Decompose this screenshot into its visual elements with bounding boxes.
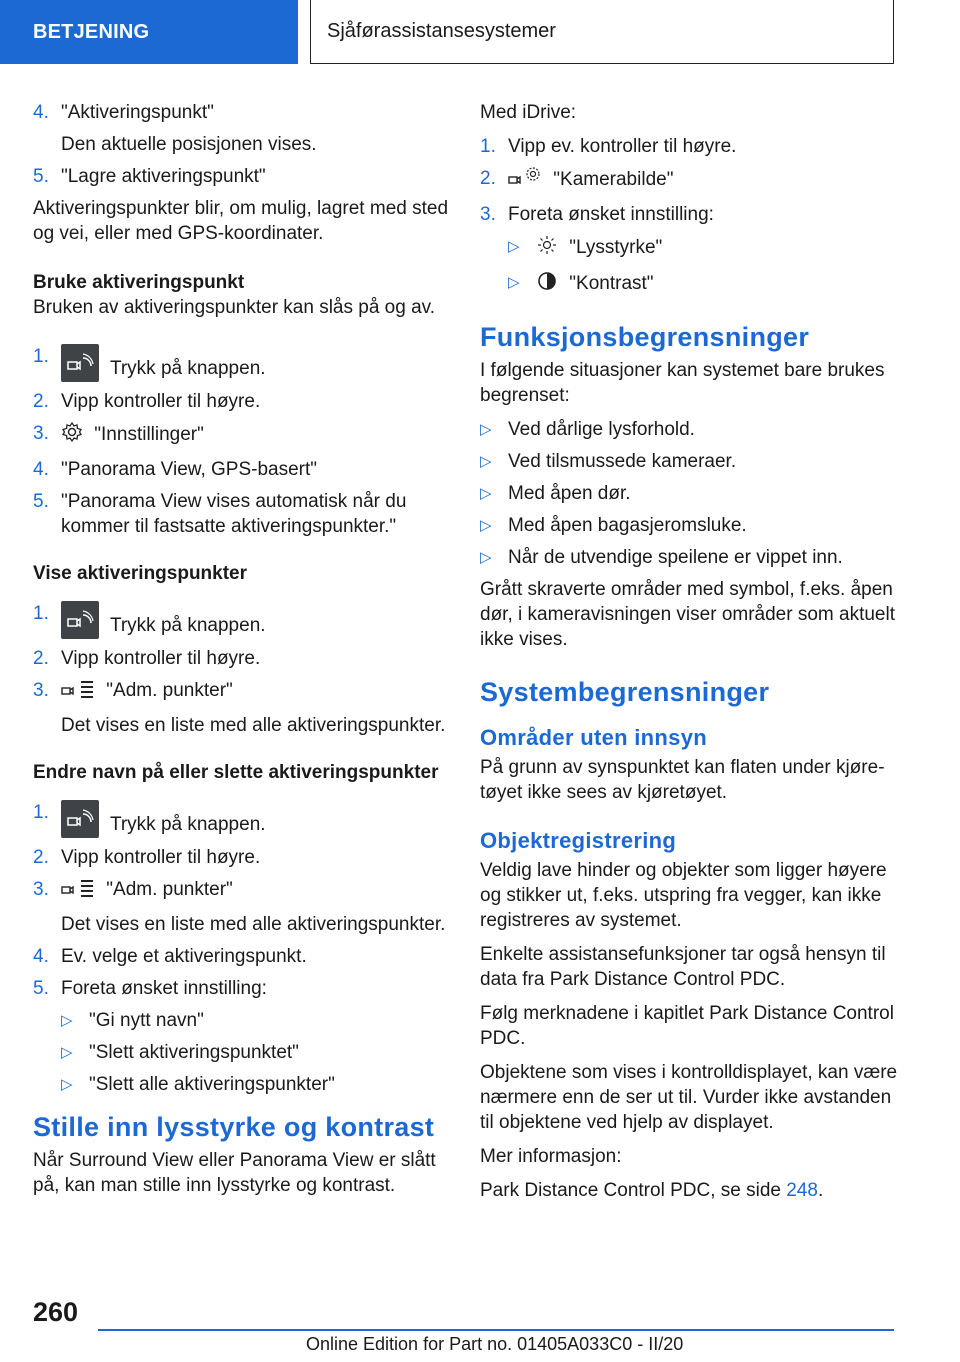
step-number: 2.: [33, 847, 49, 868]
camera-button-icon: [61, 800, 99, 838]
step-text: Ev. velge et aktiveringspunkt.: [61, 946, 307, 967]
camera-settings-icon: [508, 166, 542, 195]
page-number: 260: [33, 1297, 79, 1327]
section-heading: Funksjonsbegrensninger: [480, 322, 810, 352]
manage-points-icon: [61, 679, 95, 706]
triangle-bullet-icon: ▷: [480, 549, 492, 566]
paragraph: Bruken av aktiveringspunkter kan slås på og av.: [33, 297, 436, 318]
step-text: "Kamerabilde": [553, 169, 674, 190]
triangle-bullet-icon: ▷: [61, 1044, 73, 1061]
bullet-item: ▷ Med åpen bagasjeromsluke.: [480, 515, 747, 536]
left-column: [33, 100, 453, 1207]
bullet-item: ▷ "Kontrast": [508, 270, 900, 299]
list-item: [33, 944, 453, 969]
subheading: Bruke aktiveringspunkt: [33, 272, 245, 293]
list-item: [33, 601, 453, 639]
step-text: "Lagre aktiveringspunkt": [61, 166, 266, 187]
step-number: 1.: [33, 346, 49, 367]
list-item: [33, 646, 453, 671]
bullet-item: ▷ "Gi nytt navn": [61, 1010, 204, 1031]
step-number: 2.: [33, 391, 49, 412]
step-subtext: Det vises en liste med alle aktiveringspunkter.: [61, 914, 446, 935]
bullet-item: ▷ Med åpen dør.: [480, 483, 631, 504]
list-item: [33, 389, 453, 414]
section-tab: BETJENING: [0, 0, 298, 64]
list-item: [33, 877, 453, 905]
step-text: Foreta ønsket innstilling:: [61, 978, 267, 999]
subheading: Endre navn på eller slette aktiveringspunkter: [33, 762, 439, 783]
right-column: [480, 100, 900, 1212]
step-text: "Innstillinger": [94, 424, 204, 445]
step-subtext: Det vises en liste med alle aktiveringspunkter.: [61, 715, 446, 736]
subheading: Vise aktiveringspunkter: [33, 563, 248, 584]
list-item: [33, 100, 453, 125]
cross-reference: Park Distance Control PDC, se side 248.: [480, 1180, 824, 1201]
paragraph: Veldig lave hinder og objekter som ligger høyere og stikker ut, f.eks. utspring fra vegger, kan ikke registreres av systemet.: [480, 860, 887, 931]
list-item: [480, 166, 900, 195]
bullet-item: ▷ "Lysstyrke": [508, 234, 900, 263]
page-link[interactable]: 248: [786, 1180, 818, 1201]
triangle-bullet-icon: ▷: [480, 453, 492, 470]
chapter-title: Sjåførassistansesystemer: [310, 0, 894, 64]
sub-section-heading: Objektregistrering: [480, 828, 677, 853]
section-heading: Stille inn lysstyrke og kontrast: [33, 1112, 435, 1142]
list-item: [33, 976, 453, 1001]
list-item: [33, 800, 453, 838]
footer-divider: [98, 1329, 894, 1331]
paragraph: Når Surround View eller Panorama View er slått på, kan man stille inn lysstyrke og kontrast.: [33, 1150, 436, 1196]
paragraph: Objektene som vises i kontrolldisplayet, kan være nærmere enn de ser ut til. Vurder ikke avstanden til objektene ved hjelp av displayet.: [480, 1062, 898, 1133]
list-item: [33, 457, 453, 482]
list-item: [33, 164, 453, 189]
step-text: Trykk på knappen.: [109, 358, 266, 379]
paragraph: Med iDrive:: [480, 102, 577, 123]
paragraph: Enkelte assistansefunksjoner tar også hensyn til data fra Park Distance Control PDC.: [480, 944, 886, 990]
paragraph: Aktiveringspunkter blir, om mulig, lagret med sted og vei, eller med GPS-koordinater.: [33, 198, 449, 244]
bullet-item: ▷ Ved tilsmussede kameraer.: [480, 451, 737, 472]
list-item: [33, 421, 453, 450]
triangle-bullet-icon: ▷: [480, 421, 492, 438]
step-text: "Aktiveringspunkt": [61, 102, 214, 123]
sub-section-heading: Områder uten innsyn: [480, 725, 707, 750]
contrast-icon: [536, 270, 558, 299]
step-number: 1.: [33, 802, 49, 823]
camera-button-icon: [61, 601, 99, 639]
camera-button-icon: [61, 344, 99, 382]
triangle-bullet-icon: ▷: [508, 238, 520, 255]
bullet-item: ▷ "Slett alle aktiveringspunkter": [61, 1074, 335, 1095]
gear-icon: [61, 421, 83, 450]
triangle-bullet-icon: ▷: [480, 517, 492, 534]
bullet-item: ▷ "Slett aktiveringspunktet": [61, 1042, 299, 1063]
paragraph: Grått skraverte områder med symbol, f.eks. åpen dør, i kameravisningen viser områder som aktuelt ikke vises.: [480, 579, 895, 650]
list-item: [33, 845, 453, 870]
triangle-bullet-icon: ▷: [480, 485, 492, 502]
step-number: 3.: [33, 879, 49, 900]
step-subtext: Den aktuelle posisjonen vises.: [61, 134, 317, 155]
step-text: "Panorama View vises automatisk når du kommer til fastsatte aktiveringspunkter.": [61, 491, 407, 537]
step-number: 4.: [33, 459, 49, 480]
step-text: Trykk på knappen.: [109, 615, 266, 636]
bullet-item: ▷ Ved dårlige lysforhold.: [480, 419, 695, 440]
step-number: 5.: [33, 166, 49, 187]
step-number: 3.: [33, 423, 49, 444]
step-number: 3.: [33, 680, 49, 701]
brightness-icon: [536, 234, 558, 263]
step-text: "Panorama View, GPS-basert": [61, 459, 318, 480]
paragraph: Følg merknadene i kapitlet Park Distance Control PDC.: [480, 1003, 894, 1049]
step-number: 4.: [33, 946, 49, 967]
paragraph: I følgende situasjoner kan systemet bare brukes begrenset:: [480, 360, 885, 406]
triangle-bullet-icon: ▷: [61, 1012, 73, 1029]
step-text: "Adm. punkter": [106, 879, 233, 900]
step-number: 1.: [33, 603, 49, 624]
step-number: 2.: [33, 648, 49, 669]
paragraph: På grunn av synspunktet kan flaten under kjøretøyet ikke sees av kjøretøyet.: [480, 757, 885, 803]
triangle-bullet-icon: ▷: [508, 274, 520, 291]
step-number: 2.: [480, 168, 496, 189]
list-item: [33, 344, 453, 382]
step-text: Vipp kontroller til høyre.: [61, 648, 261, 669]
step-number: 1.: [480, 136, 496, 157]
list-item: [33, 678, 453, 706]
section-heading: Systembegrensninger: [480, 677, 770, 707]
step-text: "Adm. punkter": [106, 680, 233, 701]
bullet-item: ▷ Når de utvendige speilene er vippet inn.: [480, 547, 843, 568]
step-text: Foreta ønsket innstilling:: [508, 204, 714, 225]
step-number: 5.: [33, 978, 49, 999]
list-item: [480, 202, 900, 227]
step-text: Vipp kontroller til høyre.: [61, 847, 261, 868]
step-number: 4.: [33, 102, 49, 123]
list-item: [33, 489, 453, 539]
paragraph: Mer informasjon:: [480, 1146, 622, 1167]
step-number: 5.: [33, 491, 49, 512]
step-text: Vipp kontroller til høyre.: [61, 391, 261, 412]
step-text: Vipp ev. kontroller til høyre.: [508, 136, 737, 157]
edition-note: Online Edition for Part no. 01405A033C0 - II/20: [306, 1334, 684, 1354]
step-text: Trykk på knappen.: [109, 814, 266, 835]
list-item: [480, 134, 900, 159]
step-number: 3.: [480, 204, 496, 225]
triangle-bullet-icon: ▷: [61, 1076, 73, 1093]
manage-points-icon: [61, 878, 95, 905]
